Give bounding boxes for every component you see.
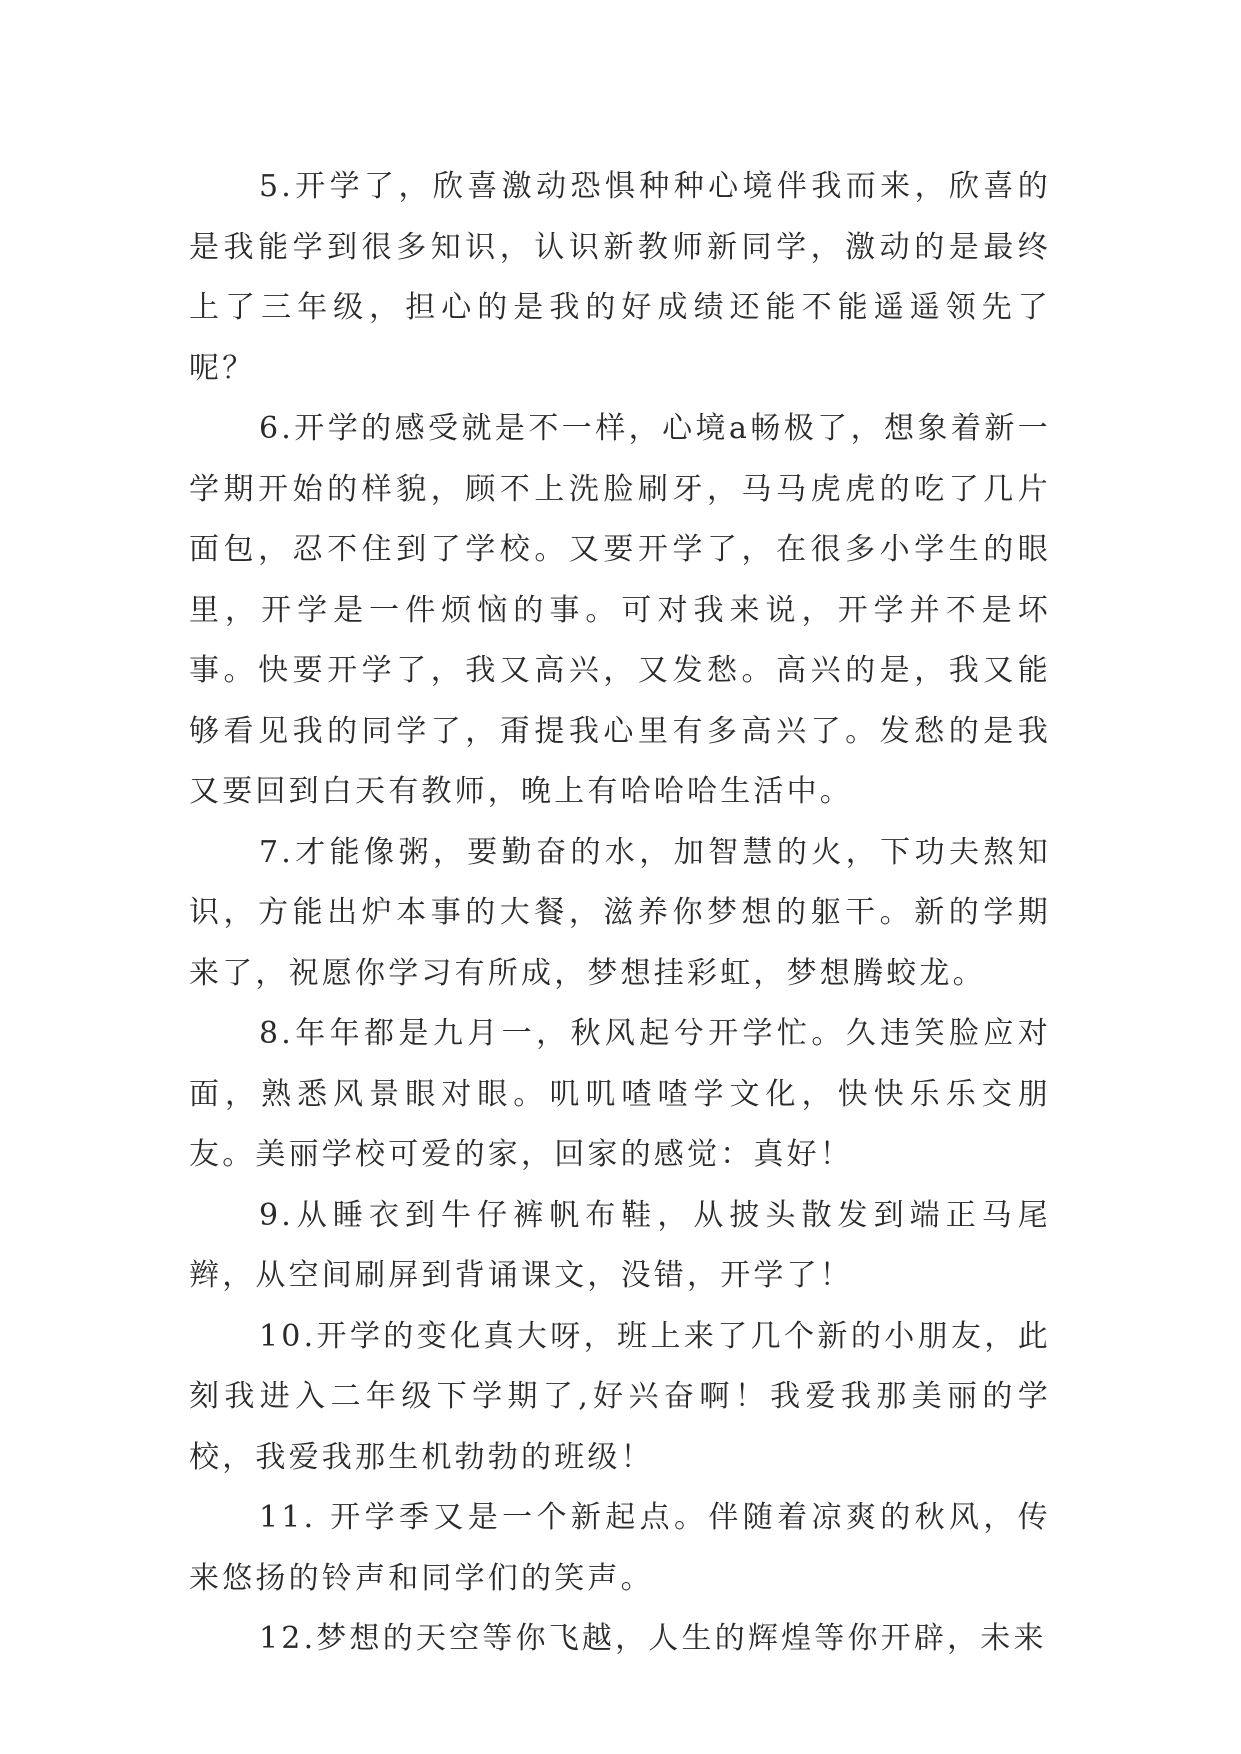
paragraph-12: 12.梦想的天空等你飞越，人生的辉煌等你开辟，未来 bbox=[259, 1621, 1047, 1656]
paragraph-7: 7.才能像粥，要勤奋的水，加智慧的火，下功夫熬知识，方能出炉本事的大餐，滋养你梦想的躯干。新的学期来了，祝愿你学习有所成，梦想挂彩虹，梦想腾蛟龙。 bbox=[189, 834, 1051, 991]
paragraph-8: 8.年年都是九月一，秋风起兮开学忙。久违笑脸应对面，熟悉风景眼对眼。叽叽喳喳学文化，快快乐乐交朋友。美丽学校可爱的家，回家的感觉：真好！ bbox=[189, 1016, 1051, 1172]
paragraph-6: 6.开学的感受就是不一样，心境a畅极了，想象着新一学期开始的样貌，顾不上洗脸刷牙，马马虎虎的吃了几片面包，忍不住到了学校。又要开学了，在很多小学生的眼里，开学是一件烦恼的事。可对我来说，开学并不是坏事。快要开学了，我又高兴，又发愁。高兴的是，我又能够看见我的同学了，甭提我心里有多高兴了。发愁的是我又要回到白天有教师，晚上有哈哈哈生活中。 bbox=[189, 411, 1051, 809]
document-body bbox=[189, 157, 1051, 1670]
paragraph-10: 10.开学的变化真大呀，班上来了几个新的小朋友，此刻我进入二年级下学期了,好兴奋啊！我爱我那美丽的学校，我爱我那生机勃勃的班级！ bbox=[189, 1318, 1051, 1475]
paragraph-11: 11. 开学季又是一个新起点。伴随着凉爽的秋风，传来悠扬的铃声和同学们的笑声。 bbox=[189, 1500, 1051, 1596]
paragraph-5: 5.开学了，欣喜激动恐惧种种心境伴我而来，欣喜的是我能学到很多知识，认识新教师新同学，激动的是最终上了三年级，担心的是我的好成绩还能不能遥遥领先了呢？ bbox=[189, 169, 1051, 386]
paragraph-9: 9.从睡衣到牛仔裤帆布鞋，从披头散发到端正马尾辫，从空间刷屏到背诵课文，没错，开学了！ bbox=[189, 1197, 1051, 1293]
